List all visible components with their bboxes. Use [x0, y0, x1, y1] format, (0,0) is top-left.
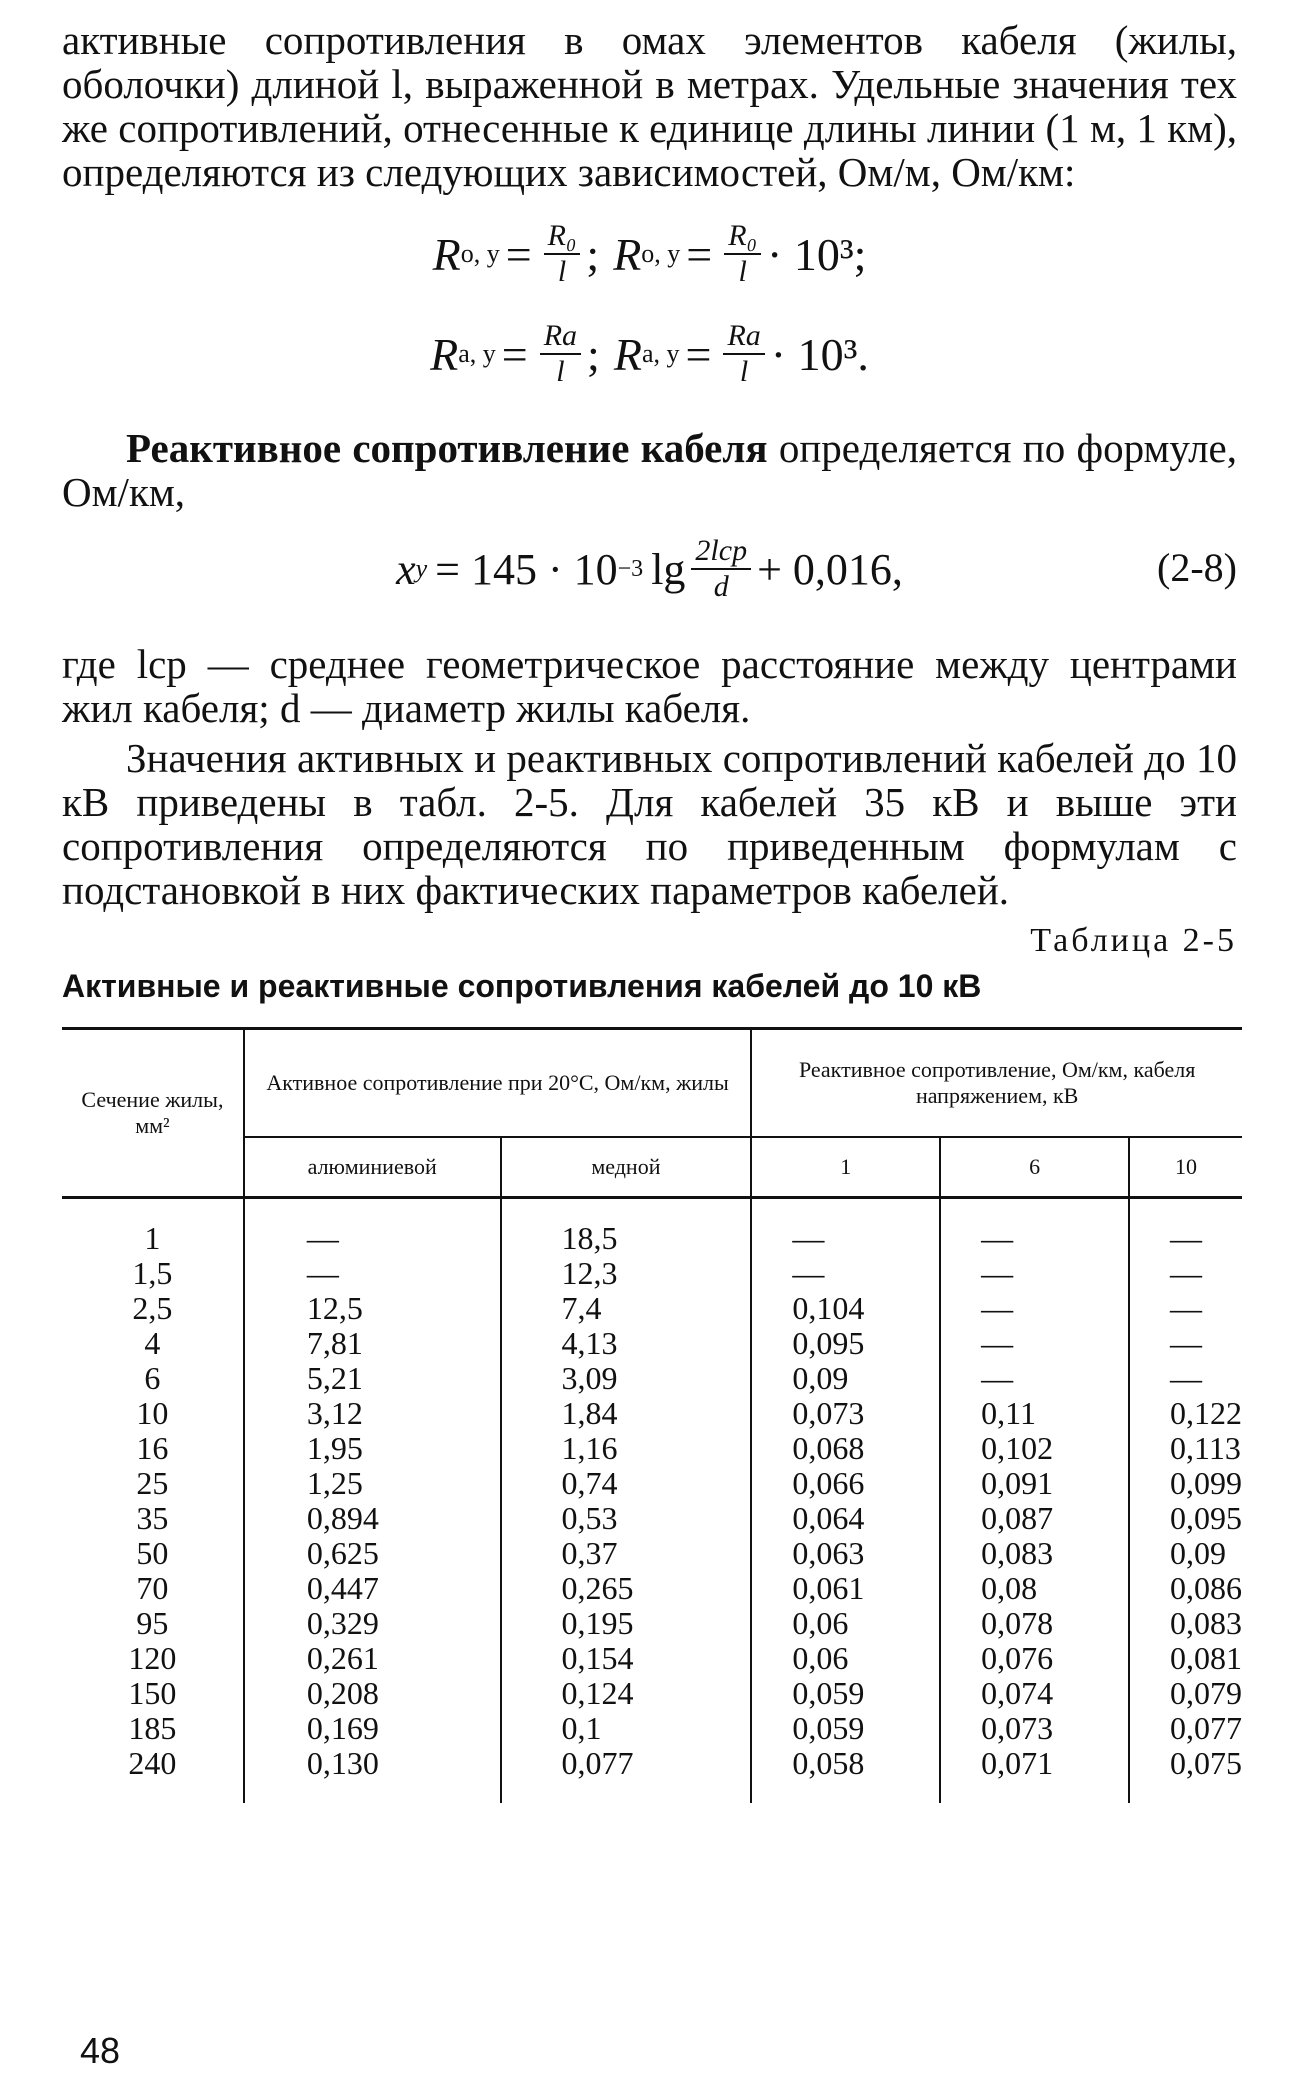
table-cell: 0,064: [751, 1501, 940, 1536]
table-cell: 0,073: [751, 1396, 940, 1431]
table-cell: 12,5: [244, 1291, 501, 1326]
table-cell: 0,083: [940, 1536, 1129, 1571]
table-cell: 0,071: [940, 1746, 1129, 1781]
table-cell: 0,37: [501, 1536, 752, 1571]
table-cell: 4: [144, 1325, 161, 1361]
eq-tail: + 0,016,: [757, 544, 903, 594]
table-cell: 0,625: [244, 1536, 501, 1571]
table-row: [62, 1536, 1242, 1571]
table-cell: —: [940, 1256, 1129, 1291]
table-cell: 0,061: [751, 1571, 940, 1606]
table-cell: 0,130: [244, 1746, 501, 1781]
table-cell: 1,95: [244, 1431, 501, 1466]
formula-ra-mult: · 10³.: [770, 328, 869, 380]
table-cell: 0,06: [751, 1641, 940, 1676]
eq-mid: = 145 · 10: [435, 544, 618, 594]
header-voltage-6: 6: [940, 1137, 1129, 1198]
table-row: [62, 1221, 1242, 1256]
table-cell: 0,095: [1129, 1501, 1242, 1536]
page: [62, 17, 1242, 1803]
table-cell: 0,059: [751, 1676, 940, 1711]
formula-ro-sub: о, у: [460, 239, 500, 268]
fraction-ro-2: $\frac{\text{R₀}}{l}$: [724, 219, 761, 289]
table-cell: 0,08: [940, 1571, 1129, 1606]
table-row: [62, 1396, 1242, 1431]
table-cell: 0,74: [501, 1466, 752, 1501]
table-cell: 3,09: [501, 1361, 752, 1396]
table-row: [62, 1431, 1242, 1466]
table-cell: 0,099: [1129, 1466, 1242, 1501]
table-row: [62, 1501, 1242, 1536]
table-row: [62, 1291, 1242, 1326]
table-row: [62, 1676, 1242, 1711]
table-cell: 0,076: [940, 1641, 1129, 1676]
table-cell: 0,154: [501, 1641, 752, 1676]
table-cell: 150: [128, 1675, 177, 1711]
table-cell: 1,16: [501, 1431, 752, 1466]
table-cell: —: [1129, 1361, 1242, 1396]
eq-fraction: $\frac{\text{2lср}}{d}$: [691, 534, 751, 604]
formula-ro-mult: · 10³;: [767, 228, 867, 280]
table-cell: —: [1129, 1221, 1242, 1256]
table-cell: 0,53: [501, 1501, 752, 1536]
table-cell: 6: [144, 1360, 161, 1396]
table-cell: 0,091: [940, 1466, 1129, 1501]
table-row: [62, 1326, 1242, 1361]
table-cell: 0,447: [244, 1571, 501, 1606]
table-cell: 0,102: [940, 1431, 1129, 1466]
equation-number: (2-8): [1157, 545, 1237, 590]
table-cell: 0,894: [244, 1501, 501, 1536]
table-cell: —: [1129, 1291, 1242, 1326]
table-cell: 0,09: [751, 1361, 940, 1396]
header-aluminium: алюминиевой: [244, 1137, 501, 1198]
table-cell: 70: [136, 1570, 169, 1606]
table-cell: 0,06: [751, 1606, 940, 1641]
paragraph-intro: активные сопротивления в омах элементов кабеля (жилы, оболочки) длиной l, выраженной в метрах. Удельные значения тех же сопротивлений, отнесенные к единице длины линии (1 м, 1 км), определяются из следующих зависимостей, Ом/м, Ом/км:: [62, 17, 1237, 195]
table-cell: 0,265: [501, 1571, 752, 1606]
table-cell: —: [940, 1291, 1129, 1326]
table-caption: Активные и реактивные сопротивления кабелей до 10 кВ: [62, 968, 982, 1004]
table-cell: 35: [136, 1500, 169, 1536]
table-cell: 2,5: [132, 1290, 173, 1326]
table-cell: 120: [128, 1640, 177, 1676]
table-cell: 18,5: [501, 1221, 752, 1256]
table-cell: 0,087: [940, 1501, 1129, 1536]
table-cell: 0,195: [501, 1606, 752, 1641]
table-cell: 0,086: [1129, 1571, 1242, 1606]
table-cell: 1,5: [132, 1255, 173, 1291]
fraction-ra-2: $\frac{Rа}{l}$: [723, 319, 764, 389]
table-cell: 0,059: [751, 1711, 940, 1746]
table-cell: —: [244, 1256, 501, 1291]
table-row: [62, 1641, 1242, 1676]
equation-2-8: [62, 514, 1237, 624]
reactive-text: определяется по формуле, Ом/км,: [62, 425, 1238, 515]
eq-lhs: x: [396, 544, 416, 594]
eq-lhs-sub: y: [415, 554, 428, 583]
table-cell: 0,208: [244, 1676, 501, 1711]
formula-ra: R а, у = $\frac{Rа}{l}$ ; R а, у = $\frac{Rа}{l}$ · 10³.: [430, 319, 869, 388]
table-cell: 0,104: [751, 1291, 940, 1326]
table-cell: 185: [128, 1710, 177, 1746]
formula-ra-sep: ;: [587, 328, 600, 380]
table-cell: —: [1129, 1326, 1242, 1361]
table-cell: —: [751, 1221, 940, 1256]
table-cell: 0,063: [751, 1536, 940, 1571]
table-cell: 0,329: [244, 1606, 501, 1641]
table-cell: 0,078: [940, 1606, 1129, 1641]
table-cell: 0,09: [1129, 1536, 1242, 1571]
table-cell: 0,058: [751, 1746, 940, 1781]
table-cell: 0,068: [751, 1431, 940, 1466]
eq-exponent: −3: [617, 555, 644, 582]
table-cell: 16: [136, 1430, 169, 1466]
table-cell: 0,077: [1129, 1711, 1242, 1746]
table-cell: 7,81: [244, 1326, 501, 1361]
paragraph-values: Значения активных и реактивных сопротивлений кабелей до 10 кВ приведены в табл. 2-5. Для кабелей 35 кВ и выше эти сопротивления определяются по приведенным формулам с подстановкой в них фактических параметров кабелей.: [62, 735, 1237, 913]
table-cell: 0,079: [1129, 1676, 1242, 1711]
table-cell: 240: [128, 1745, 177, 1781]
fraction-ro-1: $\frac{\text{R₀}}{l}$: [544, 219, 581, 289]
table-cell: 0,095: [751, 1326, 940, 1361]
table-cell: 0,113: [1129, 1431, 1242, 1466]
table-cell: 25: [136, 1465, 169, 1501]
table-row: [62, 1361, 1242, 1396]
table-row: [62, 1711, 1242, 1746]
formula-ro-var: R: [432, 228, 461, 280]
header-active: Активное сопротивление при 20°С, Ом/км, жилы: [244, 1029, 751, 1138]
header-reactive: Реактивное сопротивление, Ом/км, кабеля напряжением, кВ: [751, 1029, 1242, 1138]
table-cell: 1: [144, 1220, 161, 1256]
header-copper: медной: [501, 1137, 752, 1198]
table-cell: —: [1129, 1256, 1242, 1291]
table-cell: 0,11: [940, 1396, 1129, 1431]
formula-ro: R о, у = $\frac{\text{R₀}}{l}$ ; R о, у = $\frac{\text{R₀}}{l}$ · 10³;: [432, 219, 867, 288]
table-cell: 0,124: [501, 1676, 752, 1711]
paragraph-reactive: [62, 426, 1237, 514]
table-cell: 0,073: [940, 1711, 1129, 1746]
table-cell: —: [940, 1326, 1129, 1361]
table-cell: 7,4: [501, 1291, 752, 1326]
resistance-table: [62, 1027, 1242, 1803]
header-voltage-1: 1: [751, 1137, 940, 1198]
table-cell: 50: [136, 1535, 169, 1571]
paragraph-where: где lср — среднее геометрическое расстояние между центрами жил кабеля; d — диаметр жилы кабеля.: [62, 641, 1237, 731]
table-cell: 1,84: [501, 1396, 752, 1431]
table-cell: 0,083: [1129, 1606, 1242, 1641]
table-cell: 0,1: [501, 1711, 752, 1746]
table-cell: —: [940, 1221, 1129, 1256]
formula-ra-sub: а, у: [458, 339, 496, 368]
table-cell: 0,074: [940, 1676, 1129, 1711]
table-cell: 4,13: [501, 1326, 752, 1361]
table-cell: 0,261: [244, 1641, 501, 1676]
table-cell: 12,3: [501, 1256, 752, 1291]
fraction-ra-1: $\frac{Rа}{l}$: [540, 319, 581, 389]
table-cell: 0,169: [244, 1711, 501, 1746]
table-cell: 0,066: [751, 1466, 940, 1501]
table-cell: 5,21: [244, 1361, 501, 1396]
table-cell: 1,25: [244, 1466, 501, 1501]
table-cell: 10: [136, 1395, 169, 1431]
table-row: [62, 1746, 1242, 1781]
table-cell: —: [244, 1221, 501, 1256]
table-cell: —: [940, 1361, 1129, 1396]
table-cell: 0,077: [501, 1746, 752, 1781]
page-number: 48: [80, 2030, 121, 2071]
table-label: Таблица 2-5: [1030, 922, 1237, 959]
eq-lg: lg: [651, 544, 686, 594]
table-row: [62, 1256, 1242, 1291]
table-cell: 3,12: [244, 1396, 501, 1431]
table-row: [62, 1571, 1242, 1606]
table-cell: 0,081: [1129, 1641, 1242, 1676]
header-section: Сечение жилы, мм²: [62, 1029, 244, 1198]
table-row: [62, 1606, 1242, 1641]
table-cell: 0,122: [1129, 1396, 1242, 1431]
table-cell: —: [751, 1256, 940, 1291]
formula-ra-var: R: [430, 328, 459, 380]
table-cell: 95: [136, 1605, 169, 1641]
table-cell: 0,075: [1129, 1746, 1242, 1781]
reactive-heading: Реактивное сопротивление кабеля: [126, 425, 768, 471]
formula-ro-sep: ;: [586, 228, 600, 280]
header-voltage-10: 10: [1129, 1137, 1242, 1198]
table-row: [62, 1466, 1242, 1501]
